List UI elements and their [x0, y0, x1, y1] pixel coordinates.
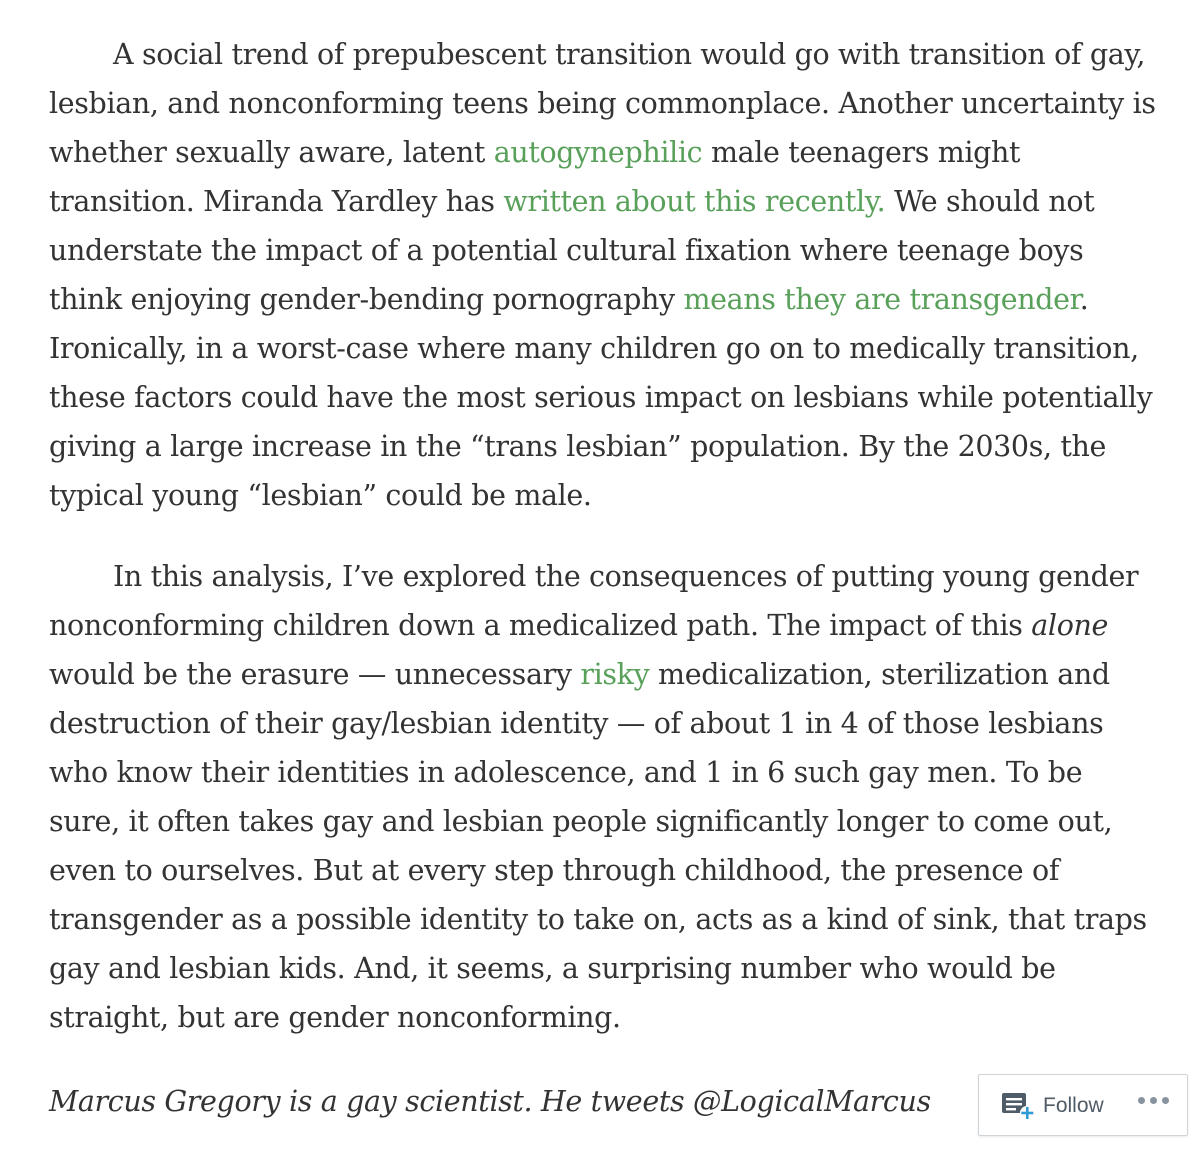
follow-button[interactable] [1001, 1091, 1104, 1121]
paragraph-2 [49, 552, 1159, 1042]
article-body [49, 30, 1159, 1042]
paragraph-1-text-1: A social trend of prepubescent transition would go with transition of gay, lesbian, and nonconforming teens being commonplace. Another uncertainty is whether sexually aware, latent [49, 38, 1156, 169]
paragraph-1 [49, 30, 1159, 520]
means-they-are-transgender-link[interactable]: means they are transgender [683, 283, 1080, 316]
paragraph-2-text-3: medicalization, sterilization and destruction of their gay/lesbian identity — of about 1 in 4 of those lesbians who know their identities in adolescence, and 1 in 6 such gay men. To be sure, it often takes gay and lesbian people significantly longer to come out, even to ourselves. But at every step through childhood, the presence of transgender as a possible identity to take on, acts as a kind of sink, that traps gay and lesbian kids. And, it seems, a surprising number who would be straight, but are gender nonconforming. [49, 658, 1147, 1034]
paragraph-2-text-2: would be the erasure — unnecessary [49, 658, 581, 691]
written-about-this-link[interactable]: written about this recently. [503, 185, 886, 218]
autogynephilic-link[interactable]: autogynephilic [493, 136, 703, 169]
more-dots-icon [1162, 1097, 1169, 1104]
follow-widget [978, 1074, 1188, 1136]
more-dots-icon [1138, 1097, 1145, 1104]
more-dots-icon [1150, 1097, 1157, 1104]
more-options-button[interactable] [1138, 1097, 1169, 1104]
reader-follow-icon [1001, 1091, 1035, 1121]
follow-label: Follow [1043, 1094, 1104, 1117]
alone-emphasis: alone [1031, 609, 1109, 642]
paragraph-1-text-4: . Ironically, in a worst-case where many children go on to medically transition, these factors could have the most serious impact on lesbians while potentially giving a large increase in the “trans lesbian” population. By the 2030s, the typical young “lesbian” could be male. [49, 283, 1153, 512]
author-byline: Marcus Gregory is a gay scientist. He tweets @LogicalMarcus [49, 1085, 931, 1118]
paragraph-2-text-1: In this analysis, I’ve explored the consequences of putting young gender nonconforming children down a medicalized path. The impact of this [49, 560, 1139, 642]
risky-link[interactable]: risky [580, 658, 650, 691]
paragraph-1-text-3: We should not understate the impact of a potential cultural fixation where teenage boys think enjoying gender-bending pornography [49, 185, 1095, 316]
paragraph-1-text-2: male teenagers might transition. Miranda Yardley has [49, 136, 1021, 218]
